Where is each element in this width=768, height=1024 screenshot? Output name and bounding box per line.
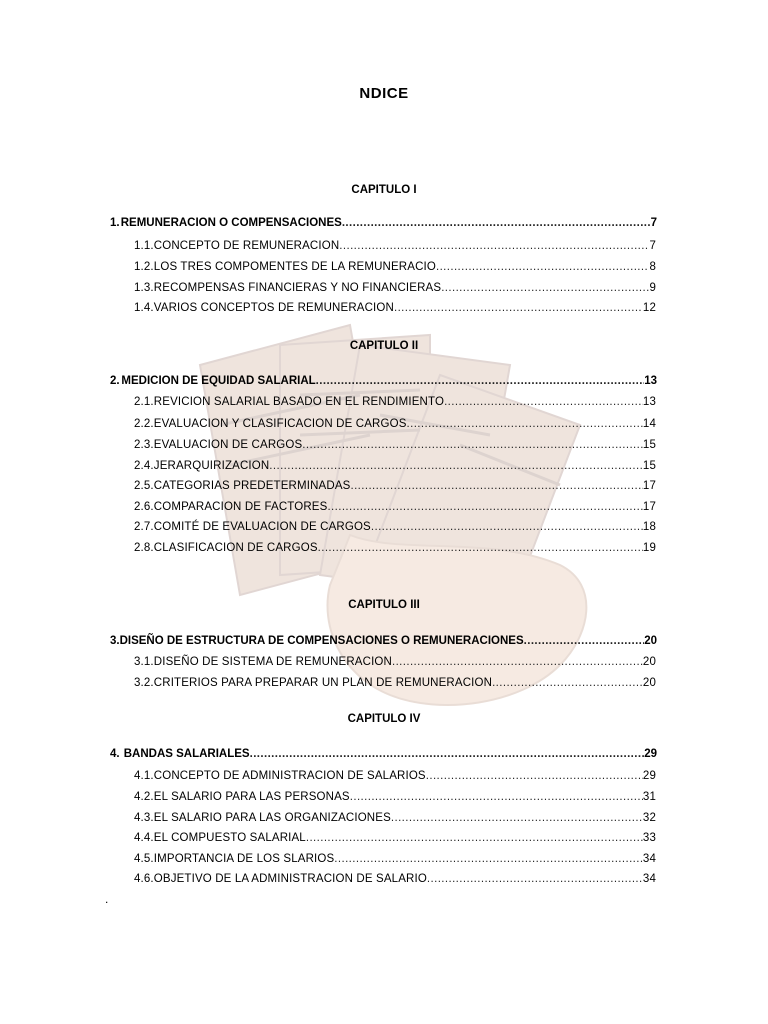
dot-leader — [302, 438, 643, 452]
entry-page: 13 — [642, 396, 656, 408]
toc-entry[interactable] — [134, 827, 656, 845]
dot-leader — [391, 811, 643, 825]
index-title: NDICE — [359, 85, 409, 102]
entry-number: 3. — [110, 635, 120, 647]
entry-page: 29 — [644, 748, 657, 760]
entry-text: EL SALARIO PARA LAS PERSONAS — [153, 791, 350, 803]
toc-entry[interactable] — [134, 434, 656, 452]
entry-number: 3.2. — [134, 677, 154, 689]
entry-page: 12 — [642, 302, 656, 314]
dot-leader — [306, 831, 643, 845]
entry-text: JERARQUIRIZACION — [153, 460, 270, 472]
chapter-heading: CAPITULO IV — [347, 713, 421, 725]
entry-text: CATEGORIAS PREDETERMINADAS — [153, 480, 351, 492]
entry-page: 34 — [642, 873, 656, 885]
dot-leader — [371, 520, 643, 534]
entry-page: 32 — [642, 812, 656, 824]
dot-leader — [441, 281, 649, 295]
entry-text: DISEÑO DE SISTEMA DE REMUNERACION — [153, 656, 392, 668]
entry-number: 1.3. — [134, 282, 154, 294]
entry-number: 4. — [110, 748, 120, 760]
entry-page: 8 — [649, 261, 656, 273]
toc-entry[interactable] — [134, 256, 656, 274]
dot-leader — [426, 769, 643, 783]
dot-leader — [250, 747, 645, 761]
entry-number: 2. — [110, 375, 120, 387]
entry-number: 4.2. — [134, 791, 154, 803]
entry-number: 2.1. — [134, 396, 154, 408]
entry-text: EVALUACION DE CARGOS — [153, 439, 303, 451]
toc-entry[interactable] — [134, 475, 656, 493]
toc-entry[interactable] — [134, 277, 656, 295]
entry-number: 2.4. — [134, 460, 154, 472]
dot-leader — [492, 676, 643, 690]
entry-number: 4.1. — [134, 770, 154, 782]
toc-entry[interactable] — [134, 235, 656, 253]
entry-number: 2.2. — [134, 418, 154, 430]
entry-page: 7 — [649, 240, 656, 252]
toc-entry[interactable] — [134, 455, 656, 473]
entry-page: 13 — [644, 375, 657, 387]
entry-number: 2.8. — [134, 542, 154, 554]
entry-text: IMPORTANCIA DE LOS SLARIOS — [153, 853, 335, 865]
entry-text: DISEÑO DE ESTRUCTURA DE COMPENSACIONES O REMUNERACIONES — [119, 635, 524, 647]
dot-leader — [394, 301, 643, 315]
entry-page: 31 — [642, 791, 656, 803]
entry-number: 4.6. — [134, 873, 154, 885]
toc-entry[interactable] — [134, 496, 656, 514]
chapter-heading: CAPITULO I — [351, 184, 417, 196]
entry-number: 2.7. — [134, 521, 154, 533]
dot-leader — [342, 216, 651, 230]
dot-leader — [392, 655, 643, 669]
dot-leader — [350, 790, 643, 804]
toc-entry[interactable] — [110, 630, 657, 648]
toc-entry[interactable] — [134, 413, 656, 431]
entry-number: 1.2. — [134, 261, 154, 273]
toc-entry[interactable] — [134, 807, 656, 825]
dot-leader — [427, 872, 643, 886]
entry-text: CONCEPTO DE ADMINISTRACION DE SALARIOS — [153, 770, 426, 782]
chapter-heading: CAPITULO II — [349, 340, 419, 352]
entry-number: 1. — [110, 217, 120, 229]
entry-text: CLASIFICACION DE CARGOS — [153, 542, 318, 554]
entry-text: BANDAS SALARIALES — [123, 748, 250, 760]
toc-entry[interactable] — [134, 651, 656, 669]
entry-number: 2.3. — [134, 439, 154, 451]
dot-leader — [334, 852, 643, 866]
toc-entry[interactable] — [110, 743, 657, 761]
entry-page: 15 — [642, 439, 656, 451]
dot-leader — [318, 541, 643, 555]
toc-entry[interactable] — [134, 391, 656, 409]
toc-entry[interactable] — [110, 370, 657, 388]
entry-number: 2.6. — [134, 501, 154, 513]
dot-leader — [436, 260, 649, 274]
toc-entry[interactable] — [134, 537, 656, 555]
entry-page: 14 — [642, 418, 656, 430]
dot-leader — [269, 459, 643, 473]
entry-page: 9 — [649, 282, 656, 294]
entry-number: 4.4. — [134, 832, 154, 844]
chapter-heading: CAPITULO III — [348, 599, 420, 611]
entry-page: 17 — [642, 480, 656, 492]
toc-entry[interactable] — [134, 848, 656, 866]
entry-text: REMUNERACION O COMPENSACIONES — [120, 217, 342, 229]
entry-number: 4.5. — [134, 853, 154, 865]
entry-page: 20 — [642, 656, 656, 668]
entry-page: 29 — [642, 770, 656, 782]
entry-page: 20 — [644, 635, 657, 647]
entry-number: 2.5. — [134, 480, 154, 492]
entry-text: RECOMPENSAS FINANCIERAS Y NO FINANCIERAS — [153, 282, 442, 294]
entry-text: EL COMPUESTO SALARIAL — [153, 832, 306, 844]
entry-number: 4.3. — [134, 812, 154, 824]
toc-entry[interactable] — [134, 516, 656, 534]
entry-text: EVALUACION Y CLASIFICACION DE CARGOS — [153, 418, 407, 430]
toc-entry[interactable] — [134, 765, 656, 783]
entry-text: LOS TRES COMPOMENTES DE LA REMUNERACIO — [153, 261, 436, 273]
entry-page: 18 — [642, 521, 656, 533]
entry-number: 1.1. — [134, 240, 154, 252]
entry-text: OBJETIVO DE LA ADMINISTRACION DE SALARIO — [153, 873, 427, 885]
dot-leader — [316, 374, 645, 388]
entry-text: CRITERIOS PARA PREPARAR UN PLAN DE REMUNERACION — [153, 677, 493, 689]
toc-entry[interactable] — [134, 297, 656, 315]
dot-leader — [350, 479, 642, 493]
end-mark: . — [105, 892, 109, 906]
dot-leader — [407, 417, 643, 431]
toc-entry[interactable] — [110, 212, 657, 230]
entry-page: 15 — [642, 460, 656, 472]
entry-page: 7 — [650, 217, 657, 229]
entry-page: 34 — [642, 853, 656, 865]
dot-leader — [339, 239, 649, 253]
entry-text: CONCEPTO DE REMUNERACION — [153, 240, 340, 252]
entry-text: COMITÉ DE EVALUACION DE CARGOS — [153, 521, 371, 533]
entry-text: REVICION SALARIAL BASADO EN EL RENDIMIENTO — [153, 396, 445, 408]
entry-number: 3.1. — [134, 656, 154, 668]
dot-leader — [524, 634, 645, 648]
entry-text: EL SALARIO PARA LAS ORGANIZACIONES — [153, 812, 391, 824]
toc-entry[interactable] — [134, 868, 656, 886]
toc-entry[interactable] — [134, 672, 656, 690]
toc-entry[interactable] — [134, 786, 656, 804]
dot-leader — [444, 395, 643, 409]
entry-page: 33 — [642, 832, 656, 844]
entry-text: MEDICION DE EQUIDAD SALARIAL — [121, 375, 316, 387]
entry-text: VARIOS CONCEPTOS DE REMUNERACION — [153, 302, 394, 314]
entry-page: 20 — [642, 677, 656, 689]
entry-number: 1.4. — [134, 302, 154, 314]
entry-page: 19 — [642, 542, 656, 554]
entry-page: 17 — [642, 501, 656, 513]
dot-leader — [327, 500, 642, 514]
entry-text: COMPARACION DE FACTORES — [153, 501, 328, 513]
